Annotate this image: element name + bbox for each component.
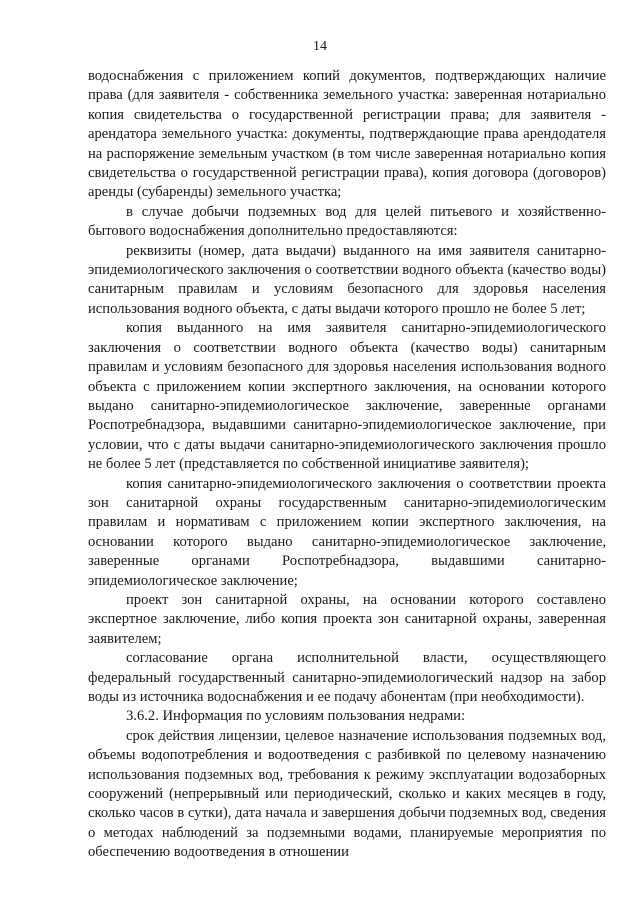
paragraph: согласование органа исполнительной власти, осуществляющего федеральный государственный санитарно-эпидемиологический надзор на забор воды из источника водоснабжения и ее подачу абонентам (при необходимости).	[88, 650, 606, 705]
paragraph: водоснабжения с приложением копий документов, подтверждающих наличие права (для заявителя - собственника земельного участка: заверенная нотариально копия свидетельства о государственной регистрации права; для заявителя - арендатора земельного участка: документы, подтверждающие права арендодателя на распоряжение земельным участком (в том числе заверенная нотариально копия свидетельства о государственной регистрации права), копия договора (договоров) аренды (субаренды) земельного участка;	[88, 68, 606, 201]
paragraph: в случае добычи подземных вод для целей питьевого и хозяйственно-бытового водоснабжения дополнительно предоставляются:	[88, 203, 606, 240]
paragraph: срок действия лицензии, целевое назначение использования подземных вод, объемы водопотребления и водоотведения с разбивкой по целевому назначению использования подземных вод, требования к режиму эксплуатации водозаборных сооружений (непрерывный или периодический, сколько и каких месяцев в году, сколько часов в сутки), дата начала и завершения добычи подземных вод, сведения о методах наблюдений за подземными водами, планируемые мероприятия по обеспечению водоотведения в отношении	[88, 727, 606, 861]
section-heading: 3.6.2. Информация по условиям пользования недрами:	[126, 708, 466, 725]
paragraph: копия санитарно-эпидемиологического заключения о соответствии проекта зон санитарной охраны государственным санитарно-эпидемиологическим правилам и нормативам с приложением копии экспертного заключения, на основании которого выдано санитарно-эпидемиологическое заключение, заверенные органами Роспотребнадзора, выдавшими санитарно-эпидемиологическое заключение;	[88, 475, 606, 589]
paragraph: проект зон санитарной охраны, на основании которого составлено экспертное заключение, либо копия проекта зон санитарной охраны, заверенная заявителем;	[88, 591, 606, 647]
document-body	[88, 67, 606, 863]
paragraph: реквизиты (номер, дата выдачи) выданного на имя заявителя санитарно-эпидемиологического заключения о соответствии водного объекта (качество воды) санитарным правилам и условиям безопасного для здоровья населения использования водного объекта, с даты выдачи которого прошло не более 5 лет;	[88, 242, 606, 317]
page-number: 14	[313, 39, 327, 54]
paragraph: копия выданного на имя заявителя санитарно-эпидемиологического заключения о соответствии водного объекта (качество воды) санитарным правилам и условиям безопасного для здоровья населения использования водного объекта с приложением копии экспертного заключения, на основании которого выдано санитарно-эпидемиологическое заключение, заверенные органами Роспотребнадзора, выдавшими санитарно-эпидемиологическое заключение, при условии, что с даты выдачи санитарно-эпидемиологического заключения прошло не более 5 лет (представляется по собственной инициативе заявителя);	[88, 320, 606, 473]
